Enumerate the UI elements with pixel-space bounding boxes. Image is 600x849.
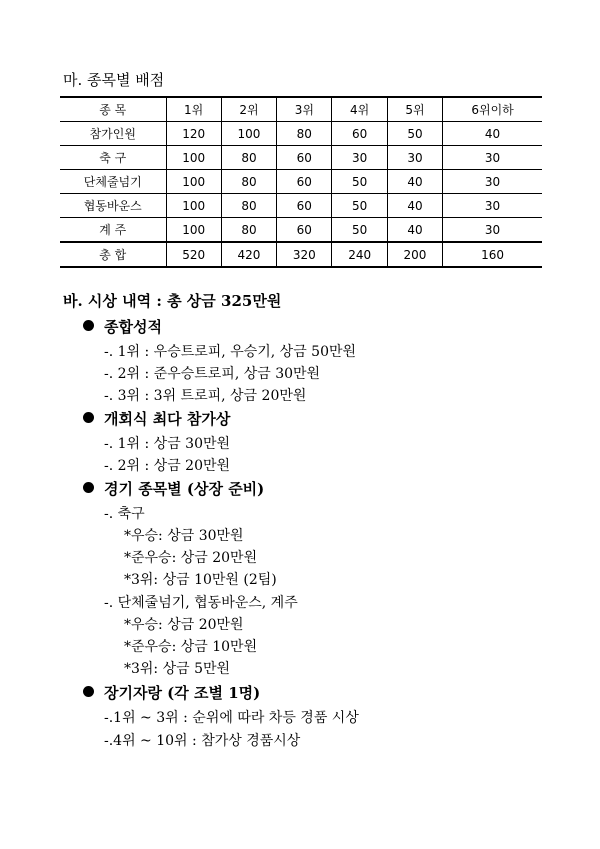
table-cell: 320 <box>277 242 332 267</box>
list-item: *준우승: 상금 10만원 <box>124 639 258 655</box>
others-label: -. 단체줄넘기, 협동바운스, 계주 <box>104 595 298 611</box>
bullet-icon <box>83 412 94 423</box>
header-cell: 4위 <box>332 97 387 122</box>
table-cell: 200 <box>387 242 442 267</box>
table-cell: 60 <box>277 146 332 170</box>
header-cell: 종 목 <box>60 97 166 122</box>
by-event-heading-text: 경기 종목별 (상장 준비) <box>104 480 265 498</box>
header-cell: 6위이하 <box>443 97 542 122</box>
list-item: -.1위 ~ 3위 : 순위에 따라 차등 경품 시상 <box>104 710 359 726</box>
bullet-icon <box>83 686 94 697</box>
table-cell: 520 <box>166 242 221 267</box>
table-header-row <box>60 97 542 122</box>
section-ba-title: 바. 시상 내역 : 총 상금 325만원 <box>63 292 282 310</box>
table-cell: 80 <box>277 122 332 146</box>
table-cell: 30 <box>443 146 542 170</box>
table-cell: 축 구 <box>60 146 166 170</box>
soccer-label: -. 축구 <box>104 506 145 522</box>
table-cell: 40 <box>387 218 442 243</box>
overall-heading-text: 종합성적 <box>104 318 162 336</box>
table-cell: 160 <box>443 242 542 267</box>
list-item: *3위: 상금 5만원 <box>124 661 231 677</box>
opening-heading-text: 개회식 최다 참가상 <box>104 410 231 428</box>
talent-heading-text: 장기자랑 (각 조별 1명) <box>104 684 261 702</box>
table-cell: 80 <box>221 170 276 194</box>
header-cell: 2위 <box>221 97 276 122</box>
table-cell: 420 <box>221 242 276 267</box>
table-cell: 60 <box>277 194 332 218</box>
header-cell: 3위 <box>277 97 332 122</box>
table-row <box>60 122 542 146</box>
table-cell: 30 <box>443 194 542 218</box>
table-cell: 100 <box>166 146 221 170</box>
list-item: *준우승: 상금 20만원 <box>124 550 258 566</box>
table-cell: 단체줄넘기 <box>60 170 166 194</box>
table-total-row <box>60 242 542 267</box>
list-item: *3위: 상금 10만원 (2팀) <box>124 572 277 588</box>
header-cell: 1위 <box>166 97 221 122</box>
header-cell: 5위 <box>387 97 442 122</box>
table-cell: 참가인원 <box>60 122 166 146</box>
list-item: -. 3위 : 3위 트로피, 상금 20만원 <box>104 388 307 404</box>
table-row <box>60 146 542 170</box>
table-cell: 100 <box>166 170 221 194</box>
table-cell: 총 합 <box>60 242 166 267</box>
table-cell: 40 <box>387 170 442 194</box>
table-cell: 30 <box>332 146 387 170</box>
table-cell: 80 <box>221 146 276 170</box>
list-item: -. 2위 : 준우승트로피, 상금 30만원 <box>104 366 321 382</box>
table-cell: 계 주 <box>60 218 166 243</box>
talent-heading <box>83 682 260 703</box>
table-row <box>60 170 542 194</box>
table-cell: 30 <box>443 218 542 243</box>
list-item: -. 1위 : 상금 30만원 <box>104 436 231 452</box>
score-table <box>60 96 542 268</box>
table-cell: 50 <box>332 218 387 243</box>
table-cell: 60 <box>332 122 387 146</box>
table-cell: 50 <box>387 122 442 146</box>
table-cell: 40 <box>387 194 442 218</box>
table-cell: 100 <box>166 218 221 243</box>
by-event-heading <box>83 478 264 499</box>
list-item: *우승: 상금 30만원 <box>124 528 244 544</box>
table-cell: 80 <box>221 218 276 243</box>
opening-heading <box>83 408 230 429</box>
table-cell: 100 <box>221 122 276 146</box>
list-item: -.4위 ~ 10위 : 참가상 경품시상 <box>104 733 301 749</box>
section-ma-title: 마. 종목별 배점 <box>63 71 165 89</box>
table-cell: 240 <box>332 242 387 267</box>
list-item: -. 2위 : 상금 20만원 <box>104 458 231 474</box>
table-cell: 50 <box>332 194 387 218</box>
table-cell: 30 <box>443 170 542 194</box>
table-cell: 30 <box>387 146 442 170</box>
table-cell: 80 <box>221 194 276 218</box>
table-cell: 60 <box>277 218 332 243</box>
bullet-icon <box>83 482 94 493</box>
table-cell: 40 <box>443 122 542 146</box>
table-cell: 120 <box>166 122 221 146</box>
table-row <box>60 218 542 243</box>
table-cell: 협동바운스 <box>60 194 166 218</box>
list-item: -. 1위 : 우승트로피, 우승기, 상금 50만원 <box>104 344 357 360</box>
table-cell: 60 <box>277 170 332 194</box>
table-cell: 100 <box>166 194 221 218</box>
table-row <box>60 194 542 218</box>
list-item: *우승: 상금 20만원 <box>124 617 244 633</box>
table-cell: 50 <box>332 170 387 194</box>
overall-heading <box>83 316 162 337</box>
bullet-icon <box>83 320 94 331</box>
